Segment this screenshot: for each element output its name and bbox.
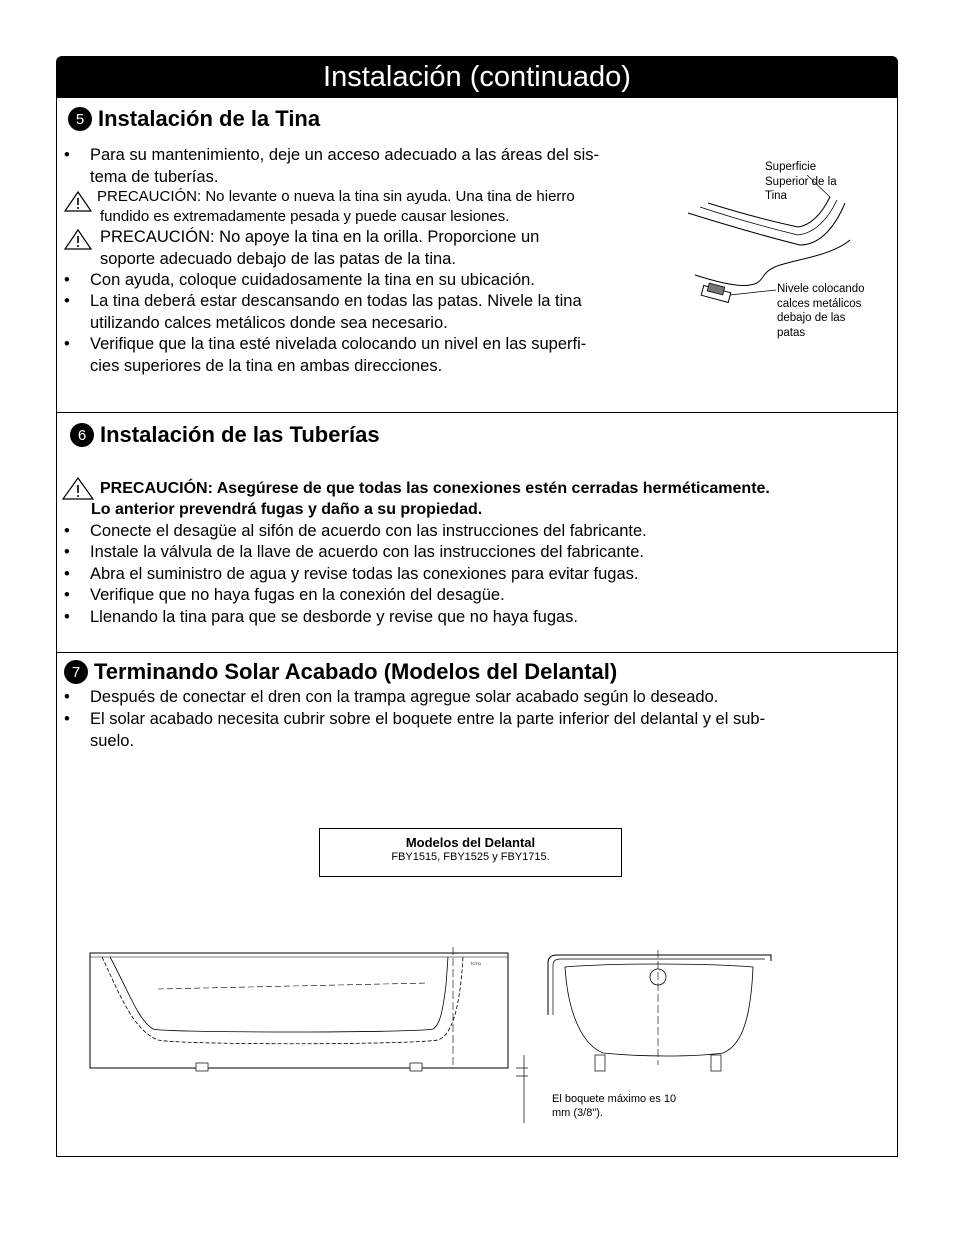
list-item: • Para su mantenimiento, deje un acceso adecuado a las áreas del sis- tema de tuberías. <box>90 145 599 188</box>
list-item: • La tina deberá estar descansando en todas las patas. Nivele la tina utilizando calces metálicos donde sea necesario. <box>90 291 582 334</box>
list-item: • Llenando la tina para que se desborde y revise que no haya fugas. <box>90 607 578 629</box>
section-divider <box>56 412 898 413</box>
step-number-badge: 6 <box>70 423 94 447</box>
step-number-badge: 7 <box>64 660 88 684</box>
apron-tub-side-view <box>88 945 528 1125</box>
section-5-heading <box>68 106 320 132</box>
section-7-title: Terminando Solar Acabado (Modelos del Delantal) <box>94 659 618 684</box>
section-5-title: Instalación de la Tina <box>98 106 321 131</box>
tub-foot <box>196 1063 208 1071</box>
warning-triangle-icon <box>64 228 92 250</box>
models-list: FBY1515, FBY1525 y FBY1715. <box>391 851 550 863</box>
list-item: • El solar acabado necesita cubrir sobre el boquete entre la parte inferior del delantal y el sub- suelo. <box>90 709 765 752</box>
list-item: • Verifique que la tina esté nivelada colocando un nivel en las superfi- cies superiores de la tina en ambas direcciones. <box>90 334 586 377</box>
caution-note: PRECAUCIÓN: No levante o nueva la tina sin ayuda. Una tina de hierro fundido es extremadamente pesada y puede causar lesiones. <box>97 188 575 225</box>
list-item: • Con ayuda, coloque cuidadosamente la tina en su ubicación. <box>90 270 535 292</box>
tub-foot <box>711 1055 721 1071</box>
step-number-badge: 5 <box>68 107 92 131</box>
caution-note-bold: PRECAUCIÓN: Asegúrese de que todas las conexiones estén cerradas herméticamente. <box>100 480 770 497</box>
warning-triangle-icon <box>62 476 94 500</box>
warning-triangle-icon <box>64 190 92 212</box>
models-box <box>319 828 622 877</box>
figure-label-shims: Nivele colocando calces metálicos debajo de las patas <box>777 283 865 339</box>
section-7-heading <box>64 659 617 685</box>
tub-foot <box>595 1055 605 1071</box>
caution-note-bold: Lo anterior prevendrá fugas y daño a su propiedad. <box>91 501 483 518</box>
list-item: • Conecte el desagüe al sifón de acuerdo con las instrucciones del fabricante. <box>90 521 647 543</box>
section-6-heading <box>70 422 380 448</box>
page-title: Instalación (continuado) <box>56 56 898 97</box>
models-title: Modelos del Delantal <box>405 835 536 850</box>
tub-foot <box>410 1063 422 1071</box>
caution-note: PRECAUCIÓN: No apoye la tina en la orilla. Proporcione un soporte adecuado debajo de las patas de la tina. <box>100 228 540 268</box>
apron-tub-end-view <box>543 945 775 1085</box>
section-6-title: Instalación de las Tuberías <box>100 422 380 447</box>
tub-brand-label: TOTO <box>470 961 481 966</box>
list-item: • Verifique que no haya fugas en la conexión del desagüe. <box>90 585 505 607</box>
section-divider <box>56 652 898 653</box>
tub-leveling-figure <box>680 185 860 325</box>
figure-label-top-surface: Superficie Superior de la Tina <box>765 161 837 202</box>
list-item: • Después de conectar el dren con la trampa agregue solar acabado según lo deseado. <box>90 687 718 709</box>
list-item: • Abra el suministro de agua y revise todas las conexiones para evitar fugas. <box>90 564 638 586</box>
gap-note: El boquete máximo es 10 mm (3/8"). <box>552 1093 677 1119</box>
list-item: • Instale la válvula de la llave de acuerdo con las instrucciones del fabricante. <box>90 542 644 564</box>
